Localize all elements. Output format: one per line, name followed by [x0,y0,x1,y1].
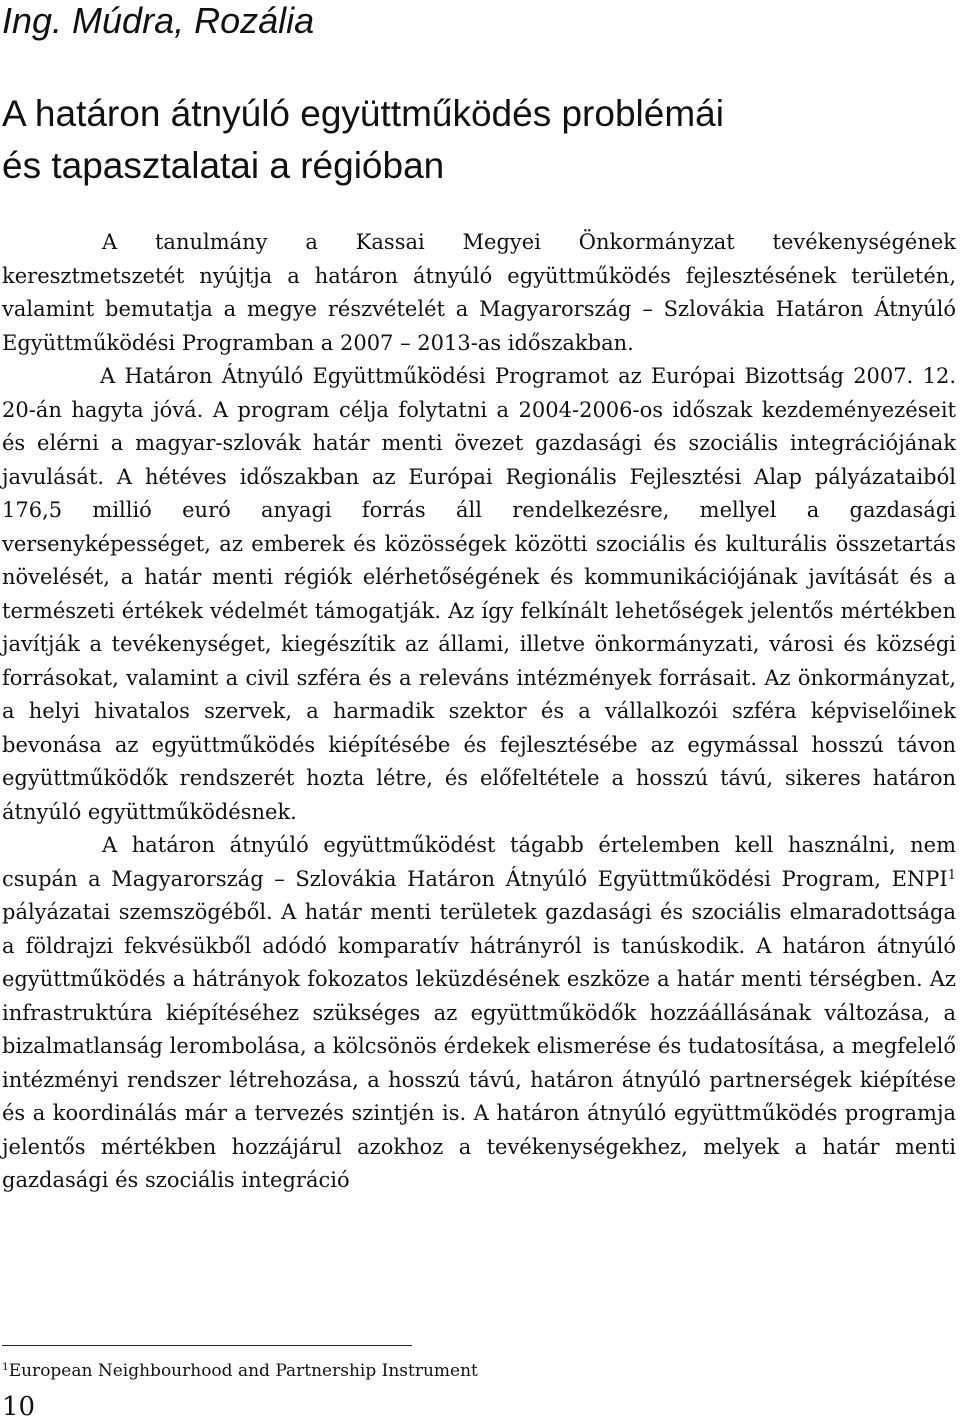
footnote-divider [2,1345,412,1346]
footnote-text: European Neighbourhood and Partnership Instrument [8,1361,478,1381]
program-approval-sentence: A Határon Átnyúló Együttműködési Programot az Európai Bizottság 2007. 12. 20-án hagyta jóvá. [2,364,956,422]
footnote [2,1360,478,1382]
program-description: A program célja folytatni a 2004-2006-os időszak kezdeményezéseit és elérni a magyar-szlovák határ menti övezet gazdasági és szociális integrációjának javulását. A hétéves időszakban az Európai Regionális Fejlesztési Alap pályázataiból 176,5 millió euró anyagi forrás áll rendelkezésre, mellyel a gazdasági versenyképességet, az emberek és közösségek közötti szociális és kulturális összetartás növelését, a határ menti régiók elérhetőségének és kommunikációjának javítását és a természeti értékek védelmét támogatják. Az így felkínált lehetőségek jelentős mértékben javítják a tevékenységet, kiegészítik az állami, illetve önkormányzati, városi és községi forrásokat, valamint a civil szféra és a releváns intézmények forrásait. Az önkormányzat, a helyi hivatalos szervek, a harmadik szektor és a vállalkozói szféra képviselőinek bevonása az együttműködés kiépítésébe és fejlesztésébe az egymással hosszú távon együttműködők rendszerét hozta létre, és előfeltétele a hosszú távú, sikeres határon átnyúló együttműködésnek. [2,397,956,824]
cooperation-text-end: pályázatai szemszögéből. A határ menti területek gazdasági és szociális elmaradottsága a földrajzi fekvésükből adódó komparatív hátrányról is tanúskodik. A határon átnyúló együttműködés a hátrányok fokozatos leküzdésének eszköze a határ menti térségben. Az infrastruktúra kiépítéséhez szükséges az együttműködők hozzáállásának változása, a bizalmatlanság lerombolása, a kölcsönös érdekek elismerése és tudatosítása, a megfelelő intézményi rendszer létrehozása, a hosszú távú, határon átnyúló partnerségek kiépítése és a koordinálás már a tervezés szintjén is. A határon átnyúló együttműködés programja jelentős mértékben hozzájárul azokhoz a tevékenységekhez, melyek a határ menti gazdasági és szociális integráció [2,900,956,1192]
page-title [2,88,952,192]
author-name: Ing. Múdra, Rozália [2,0,315,41]
program-paragraph [2,360,956,829]
footnote-reference[interactable]: 1 [947,867,956,883]
footnote-number: 1 [2,1361,9,1374]
cooperation-text-start: A határon átnyúló együttműködést tágabb értelemben kell használni, nem csupán a Magyarország – Szlovákia Határon Átnyúló Együttműködési Program, ENPI [2,833,956,891]
title-line-1: A határon átnyúló együttműködés problémái [2,93,724,134]
page-number: 10 [2,1392,36,1422]
body-text [2,226,956,1198]
abstract-paragraph: A tanulmány a Kassai Megyei Önkormányzat tevékenységének keresztmetszetét nyújtja a határon átnyúló együttműködés fejlesztésének területén, valamint bemutatja a megye részvételét a Magyarország – Szlovákia Határon Átnyúló Együttműködési Programban a 2007 – 2013-as időszakban. [2,230,956,355]
title-line-2: és tapasztalatai a régióban [2,145,445,186]
cooperation-paragraph [2,829,956,1198]
